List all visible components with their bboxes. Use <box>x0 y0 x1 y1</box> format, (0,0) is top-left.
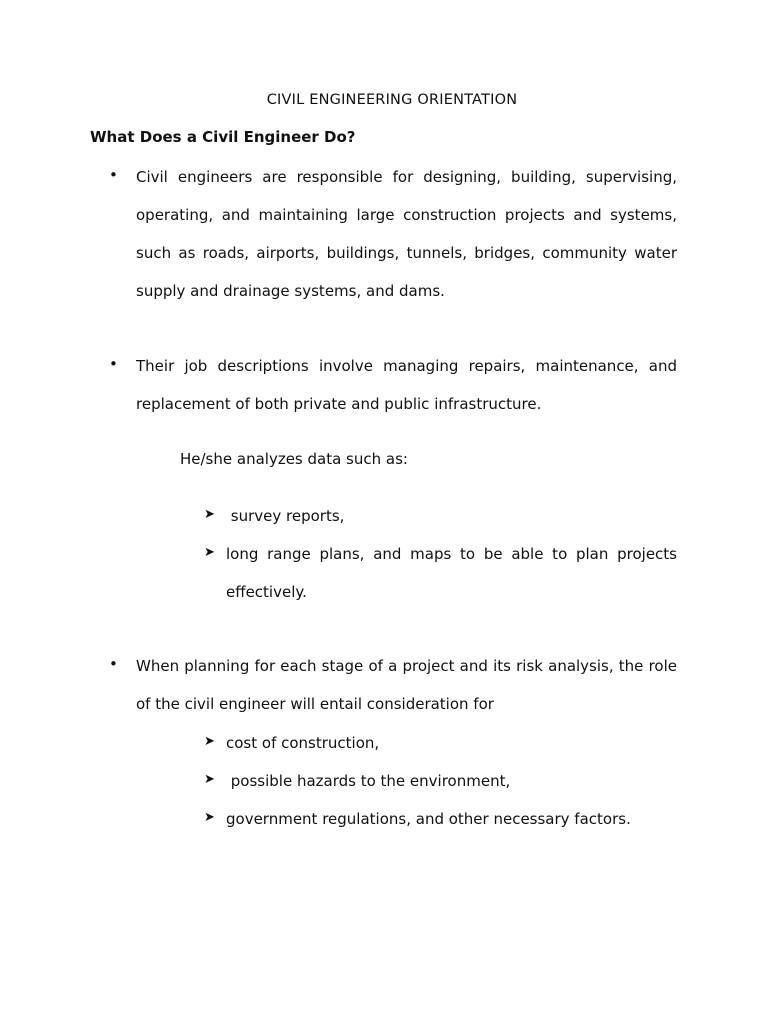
sub-item-government-regulations: government regulations, and other necessary factors. <box>226 810 631 828</box>
bullet-text-responsibilities: Civil engineers are responsible for designing, building, supervising, operating, and maintaining large construction projects and systems, such as roads, airports, buildings, tunnels, bridges, community water supply and drainage systems, and dams. <box>136 168 677 300</box>
bullet-marker: • <box>109 655 118 673</box>
analyzes-data-intro: He/she analyzes data such as: <box>180 450 408 468</box>
bullet-marker: • <box>109 355 118 373</box>
arrow-marker: ➤ <box>204 772 215 787</box>
arrow-marker: ➤ <box>204 810 215 825</box>
document-title: CIVIL ENGINEERING ORIENTATION <box>266 92 518 108</box>
section-heading: What Does a Civil Engineer Do? <box>90 128 356 146</box>
arrow-marker: ➤ <box>204 507 215 522</box>
bullet-text-job-descriptions: Their job descriptions involve managing repairs, maintenance, and replacement of both private and public infrastructure. <box>136 357 677 413</box>
bullet-text-planning: When planning for each stage of a project and its risk analysis, the role of the civil engineer will entail consideration for <box>136 657 677 713</box>
sub-item-long-range-plans: long range plans, and maps to be able to plan projects effectively. <box>226 545 677 601</box>
sub-item-survey-reports: survey reports, <box>226 507 345 525</box>
arrow-marker: ➤ <box>204 545 215 560</box>
arrow-marker: ➤ <box>204 734 215 749</box>
sub-item-cost-of-construction: cost of construction, <box>226 734 380 752</box>
bullet-marker: • <box>109 166 118 184</box>
sub-item-environmental-hazards: possible hazards to the environment, <box>226 772 511 790</box>
